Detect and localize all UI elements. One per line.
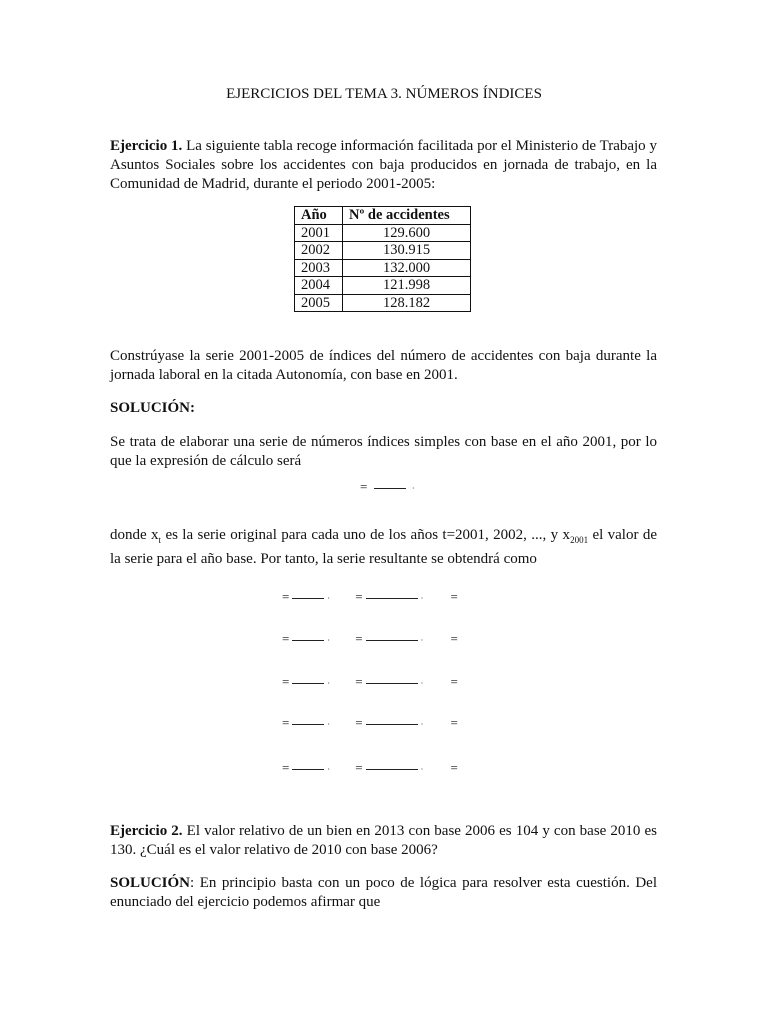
donde-sub-2001: 2001 [570,535,589,545]
fraction-bar [366,683,418,684]
fraction-bar [292,598,324,599]
solucion-1-heading: SOLUCIÓN: [110,400,196,416]
formula-equals: = [450,631,458,646]
formula-equals: = [355,589,363,604]
table-cell-year: 2005 [295,294,343,312]
table-cell-year: 2003 [295,259,343,277]
document-title: EJERCICIOS DEL TEMA 3. NÚMEROS ÍNDICES [226,86,542,102]
donde-text-2: es la serie original para cada uno de los años t=2001, 2002, ..., y x [161,527,571,543]
fraction-bar [292,683,324,684]
formula-dot: · [420,764,424,774]
formula-dot: · [420,678,424,688]
fraction-bar [292,769,324,770]
ejercicio-1-statement [110,137,657,194]
formula-dot: · [411,483,415,493]
formula-dot: · [327,593,331,603]
donde-sub-t: t [158,535,162,545]
table-cell-year: 2002 [295,242,343,260]
table-row [295,224,471,242]
formula-dot: · [327,764,331,774]
table-header-row [295,207,471,225]
formula-equals: = [360,479,368,494]
solucion-1-text: Se trata de elaborar una serie de números índices simples con base en el año 2001, por lo que la expresión de cálculo será [110,434,657,469]
table-header-accidents: Nº de accidentes [343,207,471,225]
table-cell-accidents: 128.182 [343,294,471,312]
formula-equals: = [355,760,363,775]
series-formula-row [282,675,458,690]
fraction-bar [366,640,418,641]
formula-dot: · [420,593,424,603]
formula-equals: = [355,674,363,689]
ejercicio-2-text: El valor relativo de un bien en 2013 con base 2006 es 104 y con base 2010 es 130. ¿Cuál es el valor relativo de 2010 con base 2006? [110,823,658,858]
index-formula [360,480,415,495]
donde-paragraph [110,526,657,569]
table-row [295,242,471,260]
solucion-2-paragraph [110,874,657,912]
formula-equals: = [450,760,458,775]
formula-equals: = [450,674,458,689]
donde-text-3: el valor de la serie para el año base. Por tanto, la serie resultante se obtendrá como [110,527,657,567]
fraction-bar [292,724,324,725]
table-row [295,259,471,277]
fraction-bar [366,598,418,599]
series-formula-row [282,716,458,731]
solucion-1-label [110,399,657,418]
ejercicio-1-text: La siguiente tabla recoge información facilitada por el Ministerio de Trabajo y Asuntos Sociales sobre los accidentes con baja producidos en jornada de trabajo, en la Comunidad de Madrid, durante el periodo 2001-2005: [110,138,657,192]
table-cell-accidents: 130.915 [343,242,471,260]
table-cell-year: 2004 [295,277,343,295]
table-cell-year: 2001 [295,224,343,242]
accidents-table [294,206,471,312]
formula-equals: = [282,674,290,689]
series-formula-row [282,761,458,776]
table-cell-accidents: 132.000 [343,259,471,277]
fraction-bar [366,724,418,725]
ejercicio-1-label: Ejercicio 1. [110,138,183,154]
formula-dot: · [420,719,424,729]
formula-equals: = [355,631,363,646]
formula-dot: · [327,678,331,688]
series-formula-row [282,632,458,647]
formula-equals: = [282,715,290,730]
table-header-year: Año [295,207,343,225]
table-cell-accidents: 129.600 [343,224,471,242]
formula-dot: · [327,719,331,729]
solucion-2-text: : En principio basta con un poco de lógica para resolver esta cuestión. Del enunciado del ejercicio podemos afirmar que [110,875,657,910]
fraction-bar [292,640,324,641]
fraction-bar [366,769,418,770]
solucion-2-label: SOLUCIÓN [110,875,191,891]
formula-equals: = [282,631,290,646]
table-row [295,277,471,295]
formula-dot: · [420,635,424,645]
table-cell-accidents: 121.998 [343,277,471,295]
formula-equals: = [450,715,458,730]
fraction-bar [374,488,406,489]
formula-equals: = [450,589,458,604]
question-1: Constrúyase la serie 2001-2005 de índices del número de accidentes con baja durante la jornada laboral en la citada Autonomía, con base en 2001. [110,348,657,383]
formula-equals: = [355,715,363,730]
formula-equals: = [282,760,290,775]
series-formula-row [282,590,458,605]
donde-text-1: donde x [110,527,159,543]
ejercicio-2-statement [110,822,657,860]
ejercicio-2-label: Ejercicio 2. [110,823,183,839]
formula-dot: · [327,635,331,645]
table-row [295,294,471,312]
formula-equals: = [282,589,290,604]
